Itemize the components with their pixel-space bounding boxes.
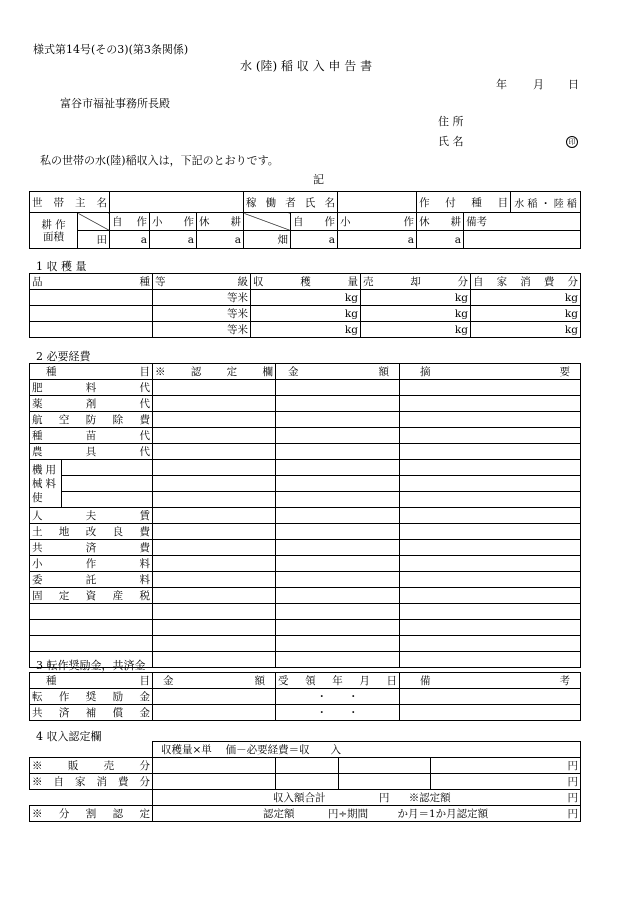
split-cert-label: ※ 分 割 認 定 (30, 806, 153, 822)
expense-amount-cell[interactable] (276, 396, 400, 412)
expense-item-label: 小 作 料 (30, 556, 153, 572)
harvest-sold-cell[interactable]: kg (361, 290, 471, 306)
field-tenant-value[interactable]: a (338, 231, 417, 249)
harvest-self-cell[interactable]: kg (471, 290, 581, 306)
harvest-header-sold: 売 却 分 (361, 274, 471, 290)
address-label: 住 所 (438, 115, 464, 128)
ki-label: 記 (313, 173, 324, 186)
head-value[interactable] (110, 192, 244, 213)
expense-cert-cell[interactable] (153, 652, 276, 668)
table-row (30, 476, 581, 492)
self-price-cell[interactable] (276, 774, 339, 790)
expense-amount-cell[interactable] (276, 412, 400, 428)
expense-cert-cell[interactable] (153, 524, 276, 540)
expense-amount-cell[interactable] (276, 492, 400, 508)
table-row (30, 604, 581, 620)
sales-income-cell[interactable]: 円 (431, 758, 581, 774)
subsidy-item-label: 転 作 奨 励 金 (30, 689, 153, 705)
field-fallow-value[interactable]: a (417, 231, 464, 249)
blank-corner (30, 790, 153, 806)
expense-item-label: 種 苗 代 (30, 428, 153, 444)
household-table (29, 191, 581, 249)
head-label: 世 帯 主 名 (30, 192, 110, 213)
expense-amount-cell[interactable] (276, 556, 400, 572)
expense-note-cell[interactable] (400, 604, 581, 620)
subsidy-header-amount: 金 額 (153, 673, 276, 689)
expense-amount-cell[interactable] (276, 508, 400, 524)
table-row (30, 588, 581, 604)
expense-cert-cell[interactable] (153, 540, 276, 556)
expense-item-label: 薬 剤 代 (30, 396, 153, 412)
table-row (30, 396, 581, 412)
expense-cert-cell[interactable] (153, 428, 276, 444)
expense-item-label: 農 具 代 (30, 444, 153, 460)
machine-item-cell[interactable] (62, 460, 153, 476)
expense-note-cell[interactable] (400, 428, 581, 444)
expense-cert-cell[interactable] (153, 380, 276, 396)
table-row (30, 540, 581, 556)
subsidy-header-item: 種 目 (30, 673, 153, 689)
paddy-own-value[interactable]: a (110, 231, 150, 249)
expense-header-item: 種 目 (30, 364, 153, 380)
table-row (30, 556, 581, 572)
table-row (30, 524, 581, 540)
table-row (30, 322, 581, 338)
harvest-sold-cell[interactable]: kg (361, 306, 471, 322)
table-row (30, 444, 581, 460)
subsidy-amount-cell[interactable] (153, 689, 276, 705)
expense-note-cell[interactable] (400, 444, 581, 460)
expense-cert-cell[interactable] (153, 588, 276, 604)
date-month: 月 (533, 78, 544, 91)
formula-label: 収穫量×単 価－必要経費＝収 入 (153, 742, 581, 758)
harvest-variety-cell[interactable] (30, 290, 153, 306)
expense-amount-cell[interactable] (276, 588, 400, 604)
expense-note-cell[interactable] (400, 524, 581, 540)
paddy-fallow-label: 休 耕 (197, 213, 244, 231)
paddy-own-label: 自 作 (110, 213, 150, 231)
table-row (30, 380, 581, 396)
harvest-yield-cell[interactable]: kg (251, 306, 361, 322)
crop-type-label: 作 付 種 目 (417, 192, 511, 213)
field-fallow-label: 休 耕 (417, 213, 464, 231)
expense-amount-cell[interactable] (276, 572, 400, 588)
subsidy-date-cell[interactable]: ・ ・ (276, 705, 400, 721)
expense-item-label: 共 済 費 (30, 540, 153, 556)
section2-title: 2 必要経費 (36, 350, 91, 363)
expense-amount-cell[interactable] (276, 460, 400, 476)
expense-amount-cell[interactable] (276, 428, 400, 444)
subsidy-item-label: 共 済 補 償 金 (30, 705, 153, 721)
table-row (30, 758, 581, 774)
section3-title: 3 転作奨励金，共済金 (36, 659, 146, 672)
table-row (30, 705, 581, 721)
expense-note-cell[interactable] (400, 652, 581, 668)
expense-amount-cell[interactable] (276, 444, 400, 460)
expense-amount-cell[interactable] (276, 620, 400, 636)
total-row: 収入額合計 円 ※認定額 円 (153, 790, 581, 806)
harvest-variety-cell[interactable] (30, 322, 153, 338)
expense-note-cell[interactable] (400, 620, 581, 636)
table-row (30, 620, 581, 636)
table-row (30, 774, 581, 790)
machine-label: 機 用 械 料 使 (30, 460, 62, 508)
expense-blank-cell[interactable] (30, 620, 153, 636)
expense-blank-cell[interactable] (30, 636, 153, 652)
field-own-value[interactable]: a (291, 231, 338, 249)
section4-title: 4 収入認定欄 (36, 730, 102, 743)
remarks-label: 備考 (464, 213, 581, 231)
table-row (30, 636, 581, 652)
expense-amount-cell[interactable] (276, 636, 400, 652)
harvest-grade-cell[interactable]: 等米 (153, 306, 251, 322)
harvest-yield-cell[interactable]: kg (251, 322, 361, 338)
expense-amount-cell[interactable] (276, 652, 400, 668)
harvest-yield-cell[interactable]: kg (251, 290, 361, 306)
expense-note-cell[interactable] (400, 412, 581, 428)
subsidy-date-cell[interactable]: ・ ・ (276, 689, 400, 705)
field-diagonal (244, 213, 291, 231)
expense-item-label: 人 夫 賃 (30, 508, 153, 524)
expense-note-cell[interactable] (400, 380, 581, 396)
harvest-self-cell[interactable]: kg (471, 306, 581, 322)
expense-note-cell[interactable] (400, 540, 581, 556)
expense-amount-cell[interactable] (276, 540, 400, 556)
section1-title: 1 収 穫 量 (36, 260, 87, 273)
worker-value[interactable] (338, 192, 417, 213)
table-row (30, 460, 581, 476)
paddy-diagonal (78, 213, 110, 231)
document-title: 水 (陸) 稲 収 入 申 告 書 (240, 59, 373, 73)
table-row (30, 412, 581, 428)
field-own-label: 自 作 (291, 213, 338, 231)
expense-cert-cell[interactable] (153, 396, 276, 412)
harvest-table (29, 273, 581, 338)
subsidy-amount-cell[interactable] (153, 705, 276, 721)
intro-text: 私の世帯の水(陸)稲収入は，下記のとおりです。 (40, 154, 279, 167)
form-number: 様式第14号(その3)(第3条関係) (33, 43, 189, 56)
addressee: 富谷市福祉事務所長殿 (60, 97, 170, 110)
expense-note-cell[interactable] (400, 396, 581, 412)
subsidy-note-cell[interactable] (400, 705, 581, 721)
expense-cert-cell[interactable] (153, 444, 276, 460)
self-consumption-label: ※ 自 家 消 費 分 (30, 774, 153, 790)
expense-cert-cell[interactable] (153, 556, 276, 572)
seal-icon: 印 (566, 134, 578, 148)
blank-corner (30, 742, 153, 758)
expense-header-note: 摘 要 (400, 364, 581, 380)
expense-table (29, 363, 581, 668)
sales-price-cell[interactable] (276, 758, 339, 774)
expense-header-amount: 金 額 (276, 364, 400, 380)
harvest-variety-cell[interactable] (30, 306, 153, 322)
table-row (30, 306, 581, 322)
remarks-value[interactable] (464, 231, 581, 249)
crop-type-options[interactable]: 水 稲 ・ 陸 稲 (511, 192, 581, 213)
subsidy-note-cell[interactable] (400, 689, 581, 705)
subsidy-table (29, 672, 581, 721)
harvest-sold-cell[interactable]: kg (361, 322, 471, 338)
expense-blank-cell[interactable] (30, 604, 153, 620)
expense-amount-cell[interactable] (276, 476, 400, 492)
expense-note-cell[interactable] (400, 460, 581, 476)
paddy-tenant-value[interactable]: a (150, 231, 197, 249)
machine-item-cell[interactable] (62, 476, 153, 492)
income-cert-table (29, 741, 581, 822)
table-row (30, 790, 581, 806)
date-day: 日 (568, 78, 579, 91)
harvest-grade-cell[interactable]: 等米 (153, 290, 251, 306)
machine-item-cell[interactable] (62, 492, 153, 508)
expense-header-cert: ※ 認 定 欄 (153, 364, 276, 380)
harvest-header-yield: 収 穫 量 (251, 274, 361, 290)
harvest-grade-cell[interactable]: 等米 (153, 322, 251, 338)
sales-expense-cell[interactable] (339, 758, 431, 774)
expense-cert-cell[interactable] (153, 572, 276, 588)
table-row (30, 806, 581, 822)
expense-note-cell[interactable] (400, 572, 581, 588)
split-cert-row[interactable]: 認定額 円÷期間 か月＝1か月認定額 円 (153, 806, 581, 822)
expense-note-cell[interactable] (400, 476, 581, 492)
harvest-self-cell[interactable]: kg (471, 322, 581, 338)
expense-note-cell[interactable] (400, 636, 581, 652)
expense-item-label: 委 託 料 (30, 572, 153, 588)
table-row (30, 290, 581, 306)
harvest-header-grade: 等 級 (153, 274, 251, 290)
expense-cert-cell[interactable] (153, 508, 276, 524)
paddy-unit: 田 (78, 231, 110, 249)
expense-amount-cell[interactable] (276, 604, 400, 620)
expense-cert-cell[interactable] (153, 476, 276, 492)
field-unit: 畑 (244, 231, 291, 249)
expense-item-label: 土 地 改 良 費 (30, 524, 153, 540)
table-row (30, 508, 581, 524)
subsidy-header-date: 受 領 年 月 日 (276, 673, 400, 689)
expense-cert-cell[interactable] (153, 620, 276, 636)
date-year: 年 (496, 78, 507, 91)
subsidy-header-note: 備 考 (400, 673, 581, 689)
harvest-header-variety: 品 種 (30, 274, 153, 290)
self-income-cell[interactable]: 円 (431, 774, 581, 790)
area-label: 耕 作 面積 (30, 213, 78, 249)
expense-note-cell[interactable] (400, 588, 581, 604)
table-row (30, 689, 581, 705)
expense-item-label: 肥 料 代 (30, 380, 153, 396)
paddy-tenant-label: 小 作 (150, 213, 197, 231)
expense-amount-cell[interactable] (276, 380, 400, 396)
expense-cert-cell[interactable] (153, 636, 276, 652)
worker-label: 稼 働 者 氏 名 (244, 192, 338, 213)
expense-note-cell[interactable] (400, 492, 581, 508)
expense-cert-cell[interactable] (153, 460, 276, 476)
harvest-header-self: 自 家 消 費 分 (471, 274, 581, 290)
table-row (30, 492, 581, 508)
expense-cert-cell[interactable] (153, 604, 276, 620)
self-qty-cell[interactable] (153, 774, 276, 790)
expense-cert-cell[interactable] (153, 412, 276, 428)
expense-amount-cell[interactable] (276, 524, 400, 540)
table-row (30, 572, 581, 588)
expense-cert-cell[interactable] (153, 492, 276, 508)
table-row (30, 428, 581, 444)
paddy-fallow-value[interactable]: a (197, 231, 244, 249)
expense-note-cell[interactable] (400, 508, 581, 524)
expense-item-label: 固 定 資 産 税 (30, 588, 153, 604)
sales-label: ※ 販 売 分 (30, 758, 153, 774)
expense-item-label: 航 空 防 除 費 (30, 412, 153, 428)
sales-qty-cell[interactable] (153, 758, 276, 774)
name-label: 氏 名 (438, 135, 464, 148)
field-tenant-label: 小 作 (338, 213, 417, 231)
expense-note-cell[interactable] (400, 556, 581, 572)
self-expense-cell[interactable] (339, 774, 431, 790)
